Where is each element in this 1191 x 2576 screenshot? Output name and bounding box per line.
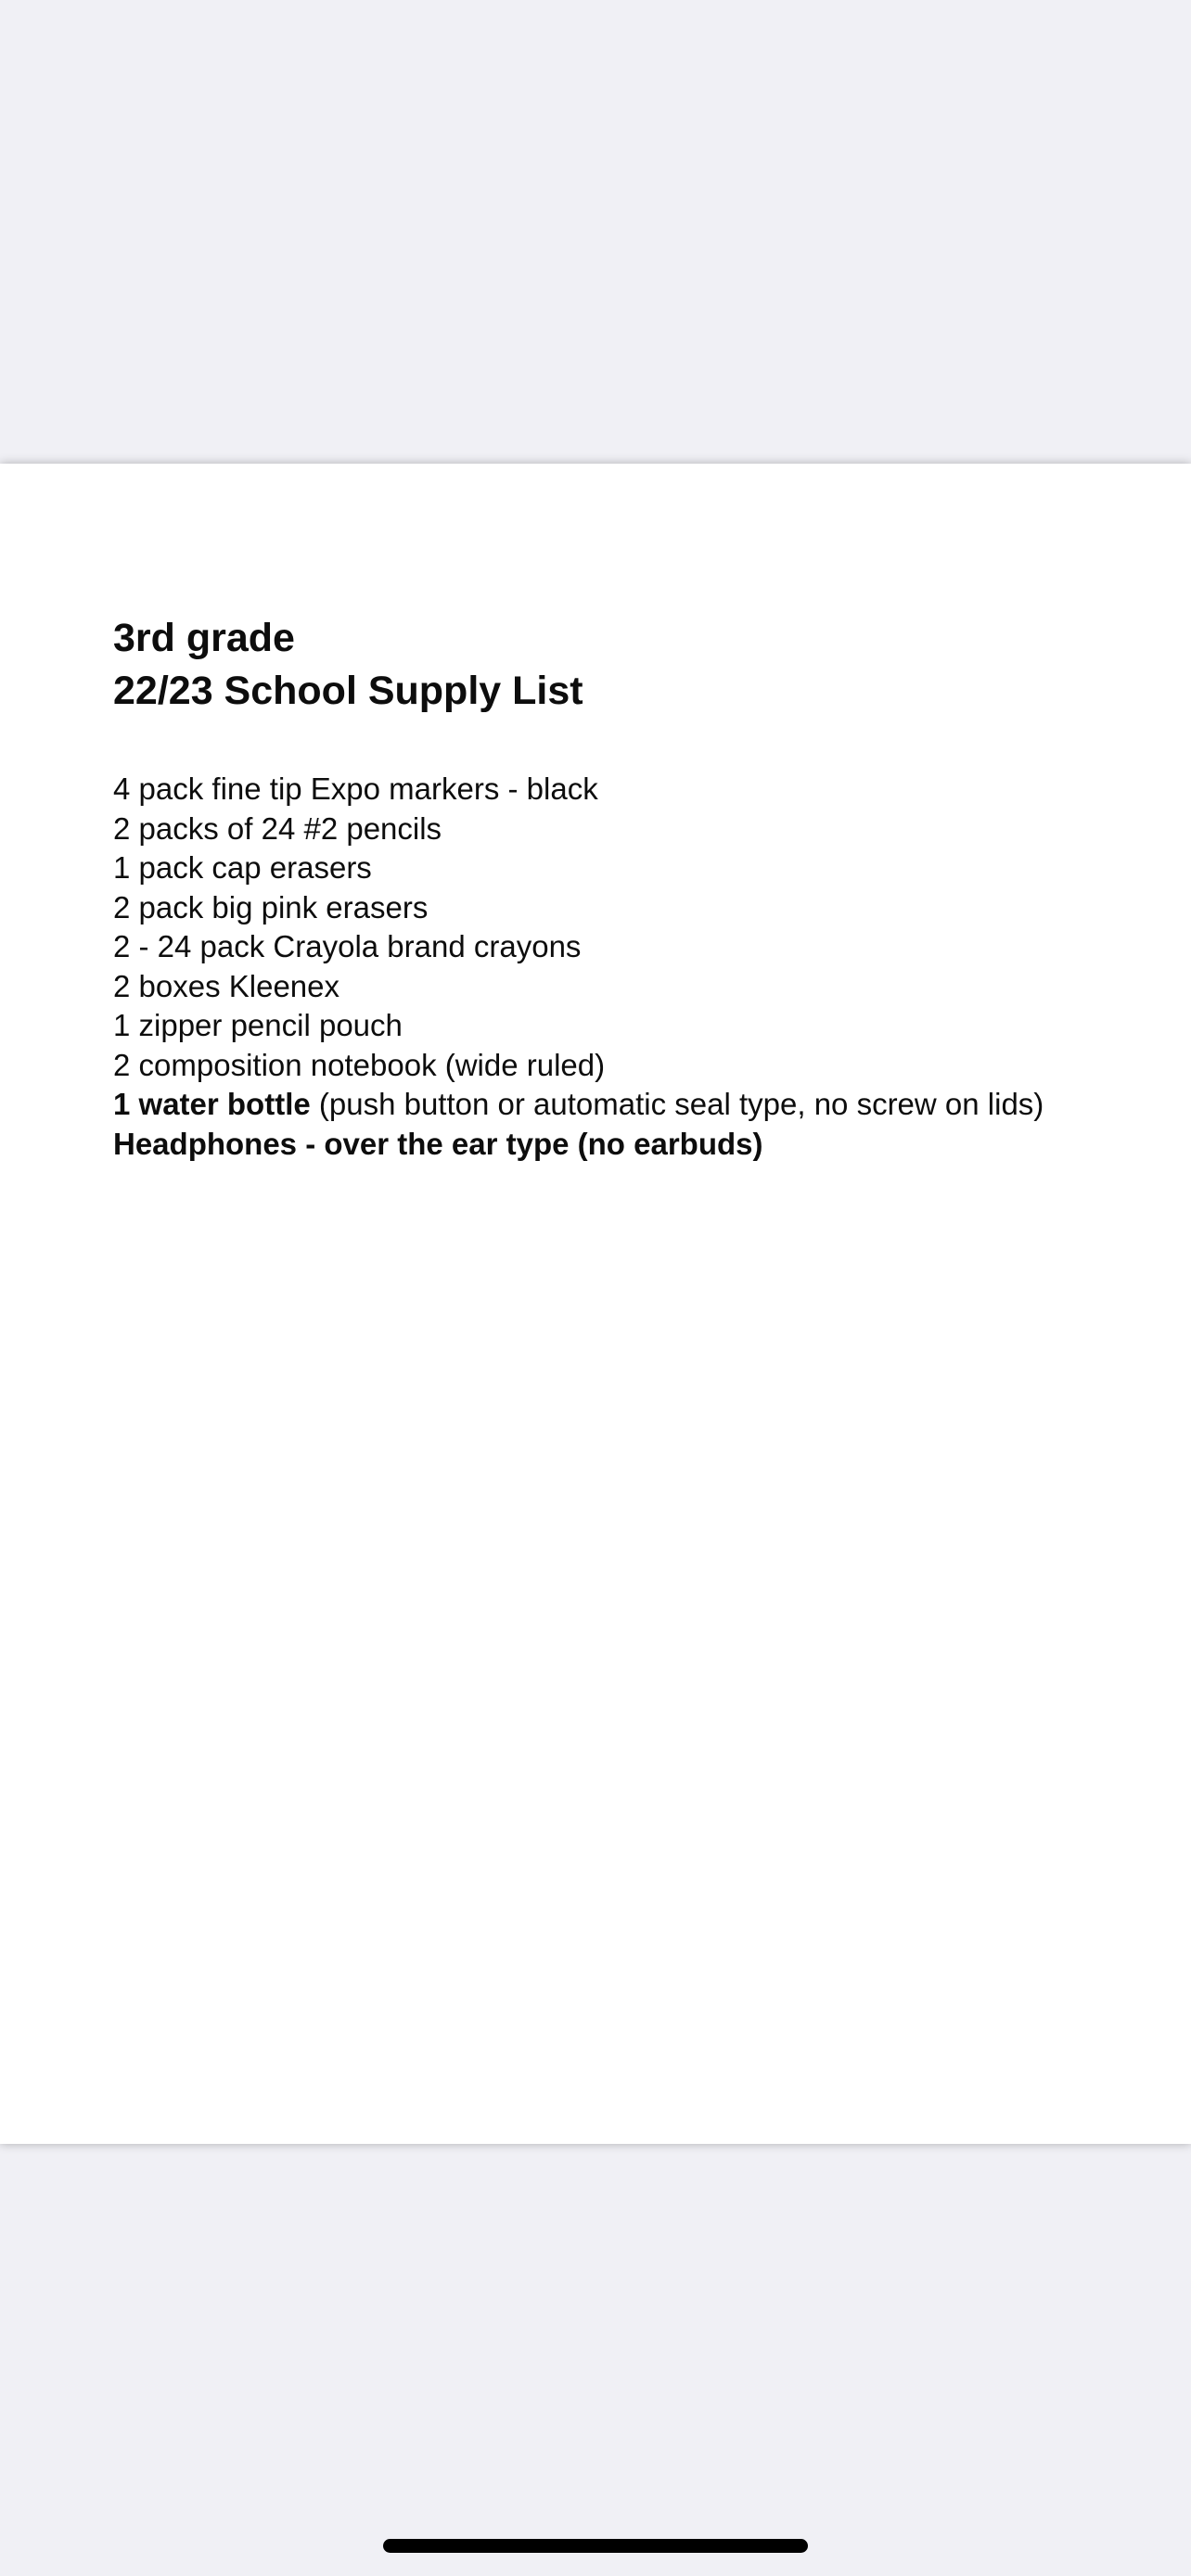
page-title-list: 22/23 School Supply List <box>113 669 583 713</box>
list-item: 2 composition notebook (wide ruled) <box>113 1047 606 1082</box>
list-item: 2 - 24 pack Crayola brand crayons <box>113 929 582 963</box>
page-content <box>113 612 1135 1164</box>
document-page <box>0 464 1191 2144</box>
water-bottle-detail: (push button or automatic seal type, no screw on lids) <box>310 1087 1044 1121</box>
list-item-water-bottle <box>113 1085 1135 1125</box>
list-item: 2 pack big pink erasers <box>113 889 429 925</box>
supply-list <box>113 770 1135 1164</box>
list-item: 1 zipper pencil pouch <box>113 1008 403 1042</box>
list-item: 4 pack fine tip Expo markers - black <box>113 772 598 806</box>
list-item: 1 pack cap erasers <box>113 850 372 885</box>
home-indicator[interactable] <box>383 2539 808 2553</box>
list-item: 2 boxes Kleenex <box>113 968 340 1003</box>
list-item-headphones: Headphones - over the ear type (no earbuds) <box>113 1126 763 1161</box>
water-bottle-label: 1 water bottle <box>113 1087 311 1121</box>
page-title-grade: 3rd grade <box>113 616 295 660</box>
list-item: 2 packs of 24 #2 pencils <box>113 810 442 846</box>
